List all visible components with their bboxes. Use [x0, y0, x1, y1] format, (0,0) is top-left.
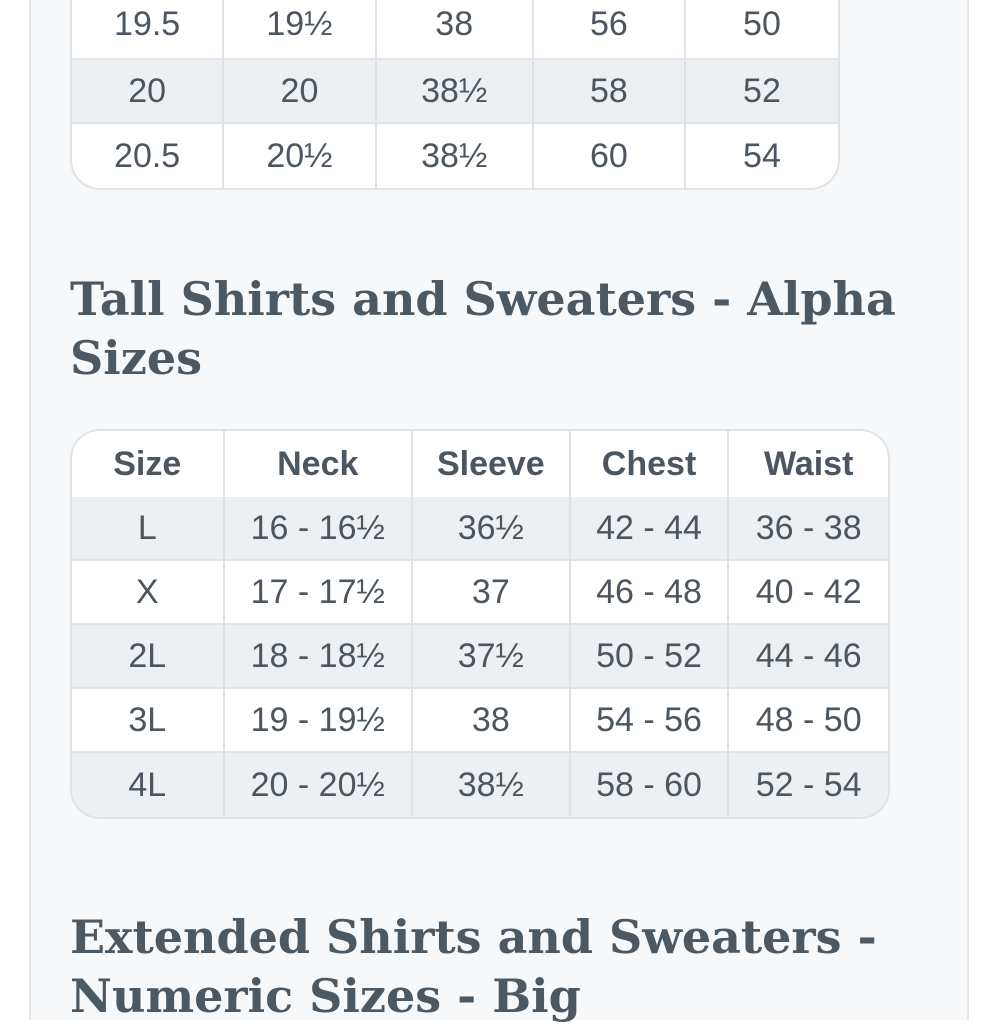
table-cell: 56 — [534, 0, 686, 60]
table-cell: 20½ — [224, 124, 376, 188]
table-cell: 40 - 42 — [729, 561, 888, 625]
table-cell: X — [72, 561, 225, 625]
table-cell: 3L — [72, 689, 225, 753]
section-heading-extended-sizes: Extended Shirts and Sweaters - Numeric Sizes - Big — [70, 910, 877, 1023]
table-cell: 19½ — [224, 0, 376, 60]
table-cell: 20.5 — [72, 124, 224, 188]
column-header-sleeve: Sleeve — [413, 431, 571, 497]
table-header-row — [72, 431, 888, 497]
table-cell: 46 - 48 — [571, 561, 730, 625]
table-row — [72, 60, 838, 124]
table-cell: 38 — [377, 0, 534, 60]
table-cell: 38½ — [377, 124, 534, 188]
table-row — [72, 124, 838, 188]
table-cell: 36 - 38 — [729, 497, 888, 561]
table-cell: 16 - 16½ — [225, 497, 413, 561]
section-heading-alpha-sizes: Tall Shirts and Sweaters - Alpha Sizes — [70, 272, 896, 385]
table-cell: 38½ — [413, 753, 571, 817]
table-cell: 38½ — [377, 60, 534, 124]
table-cell: 2L — [72, 625, 225, 689]
table-cell: L — [72, 497, 225, 561]
alpha-size-table — [70, 429, 890, 819]
table-row — [72, 625, 888, 689]
table-cell: 50 — [686, 0, 838, 60]
column-header-neck: Neck — [225, 431, 413, 497]
table-cell: 44 - 46 — [729, 625, 888, 689]
table-cell: 18 - 18½ — [225, 625, 413, 689]
table-cell: 54 - 56 — [571, 689, 730, 753]
table-cell: 4L — [72, 753, 225, 817]
table-cell: 52 — [686, 60, 838, 124]
table-cell: 36½ — [413, 497, 571, 561]
table-cell: 52 - 54 — [729, 753, 888, 817]
table-row — [72, 497, 888, 561]
table-cell: 48 - 50 — [729, 689, 888, 753]
table-cell: 17 - 17½ — [225, 561, 413, 625]
table-cell: 37½ — [413, 625, 571, 689]
table-cell: 60 — [534, 124, 686, 188]
table-cell: 38 — [413, 689, 571, 753]
table-cell: 50 - 52 — [571, 625, 730, 689]
table-cell: 58 - 60 — [571, 753, 730, 817]
table-cell: 37 — [413, 561, 571, 625]
table-row — [72, 561, 888, 625]
table-cell: 19 - 19½ — [225, 689, 413, 753]
table-cell: 54 — [743, 136, 781, 175]
table-row — [72, 689, 888, 753]
table-cell: 58 — [534, 60, 686, 124]
table-cell: 20 — [72, 60, 224, 124]
table-cell: 20 — [224, 60, 376, 124]
table-row — [72, 0, 838, 60]
column-header-size: Size — [72, 431, 225, 497]
table-cell: 19.5 — [72, 0, 224, 60]
table-cell: 20 - 20½ — [225, 753, 413, 817]
table-cell: 42 - 44 — [571, 497, 730, 561]
column-header-chest: Chest — [571, 431, 730, 497]
table-row — [72, 753, 888, 817]
column-header-waist: Waist — [763, 444, 854, 483]
numeric-size-table — [70, 0, 840, 190]
